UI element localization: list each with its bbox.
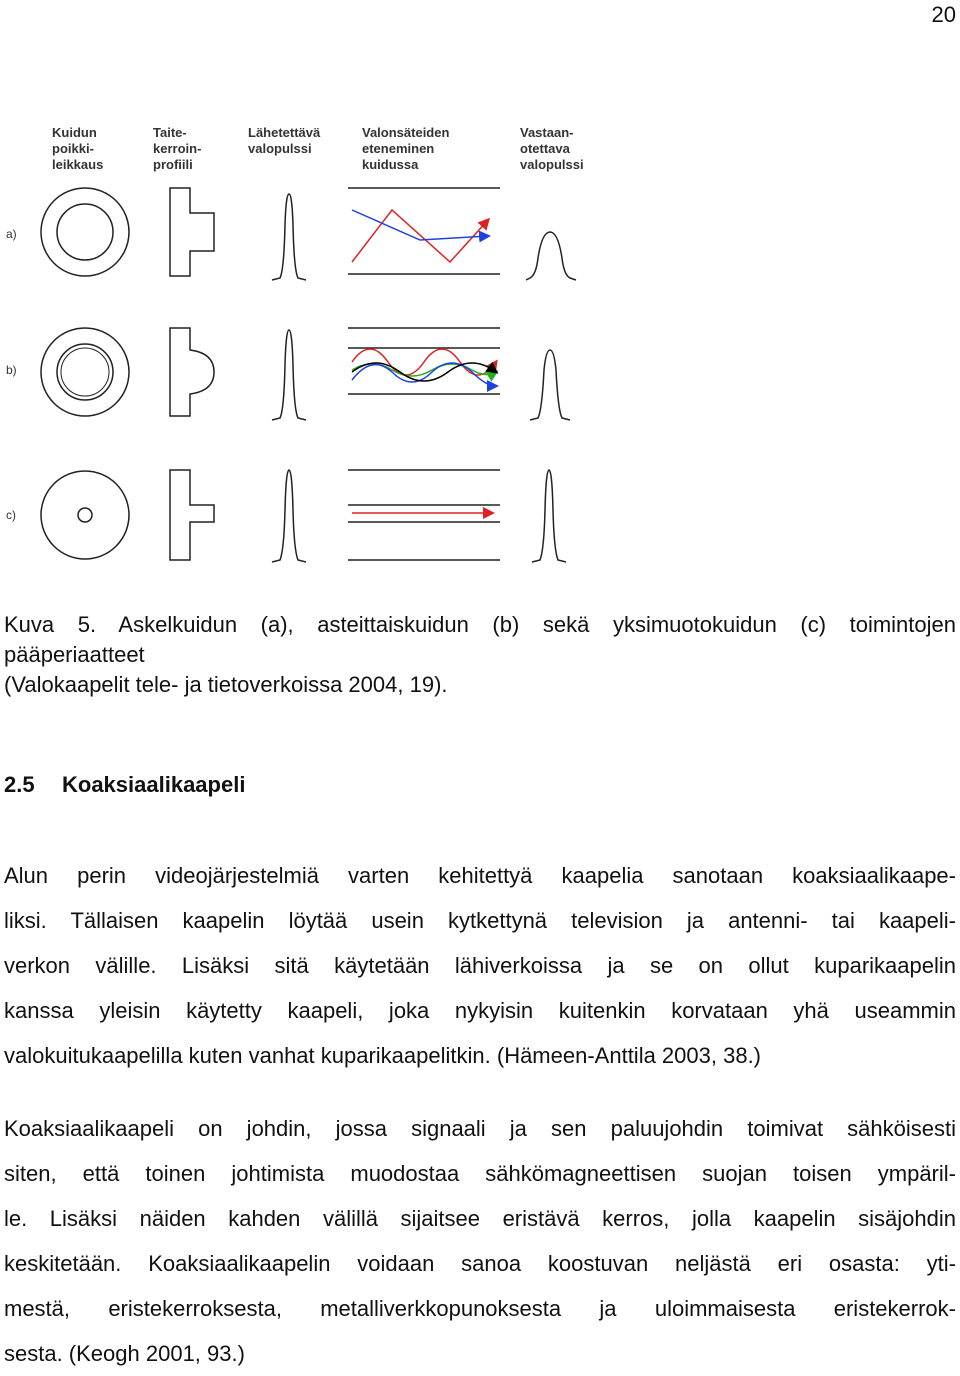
paragraph-line: verkon välille. Lisäksi sitä käytetään lähiverkoissa ja se on ollut kuparikaapelin <box>4 953 956 978</box>
paragraph-line: Koaksiaalikaapeli on johdin, jossa signaali ja sen paluujohdin toimivat sähköisesti <box>4 1116 956 1141</box>
cross-section-icon <box>41 188 129 276</box>
row-label-a: a) <box>6 227 17 241</box>
paragraph-line: le. Lisäksi näiden kahden välillä sijaitsee eristävä kerros, jolla kaapelin sisäjohdin <box>4 1206 956 1231</box>
column-label-index-profile: Taite- kerroin- profiili <box>153 125 202 172</box>
input-pulse-icon <box>272 470 306 562</box>
column-label-input-pulse: Lähetettävä valopulssi <box>248 125 321 156</box>
caption-line: pääperiaatteet <box>4 642 145 667</box>
section-title: Koaksiaalikaapeli <box>62 772 246 797</box>
graded-index-profile-icon <box>170 328 214 416</box>
caption-line: Kuva 5. Askelkuidun (a), asteittaiskuidun (b) sekä yksimuotokuidun (c) toimintojen <box>4 612 956 637</box>
fiber-diagram-svg <box>0 110 620 590</box>
input-pulse-icon <box>272 330 306 420</box>
column-label-output-pulse: Vastaan- otettava valopulssi <box>520 125 584 172</box>
figure-caption <box>4 610 956 700</box>
column-label-ray-propagation: Valonsäteiden eteneminen kuidussa <box>362 125 450 172</box>
single-mode-profile-icon <box>170 470 214 560</box>
ray-propagation-single-mode <box>348 470 500 560</box>
paragraph-line: mestä, eristekerroksesta, metalliverkkopunoksesta ja uloimmaisesta eristekerrok- <box>4 1296 956 1321</box>
row-label-c: c) <box>6 508 16 522</box>
caption-line: (Valokaapelit tele- ja tietoverkoissa 2004, 19). <box>4 672 448 697</box>
row-b-graded-index <box>41 328 570 420</box>
step-index-profile-icon <box>170 188 214 276</box>
paragraph-1 <box>4 853 956 1078</box>
paragraph-line: sesta. (Keogh 2001, 93.) <box>4 1341 245 1366</box>
paragraph-line: liksi. Tällaisen kaapelin löytää usein kytkettynä television ja antenni- tai kaapeli- <box>4 908 956 933</box>
paragraph-line: kanssa yleisin käytetty kaapeli, joka nykyisin kuitenkin korvataan yhä useammin <box>4 998 956 1023</box>
paragraph-line: keskitetään. Koaksiaalikaapelin voidaan sanoa koostuvan neljästä eri osasta: yti- <box>4 1251 956 1276</box>
cross-section-icon <box>41 328 129 416</box>
ray-propagation-step-index <box>348 188 500 274</box>
output-pulse-broadened-icon <box>526 232 576 280</box>
row-c-single-mode <box>41 470 566 562</box>
page-number: 20 <box>931 2 956 27</box>
paragraph-line: valokuitukaapelilla kuten vanhat kuparikaapelitkin. (Hämeen-Anttila 2003, 38.) <box>4 1043 762 1068</box>
column-label-cross-section: Kuidun poikki- leikkaus <box>52 125 104 172</box>
section-number: 2.5 <box>4 772 35 797</box>
paragraph-line: siten, että toinen johtimista muodostaa sähkömagneettisen suojan toisen ympäril- <box>4 1161 956 1186</box>
input-pulse-icon <box>272 194 306 280</box>
paragraph-line: Alun perin videojärjestelmiä varten kehitettyä kaapelia sanotaan koaksiaalikaape- <box>4 863 956 888</box>
paragraph-2 <box>4 1106 956 1376</box>
output-pulse-icon <box>530 350 570 420</box>
cross-section-icon <box>41 471 129 559</box>
output-pulse-icon <box>532 470 566 562</box>
row-label-b: b) <box>6 363 17 377</box>
fiber-types-figure <box>0 110 620 590</box>
section-heading <box>4 772 245 798</box>
row-a-step-index <box>41 188 576 280</box>
ray-propagation-graded-index <box>348 328 500 394</box>
